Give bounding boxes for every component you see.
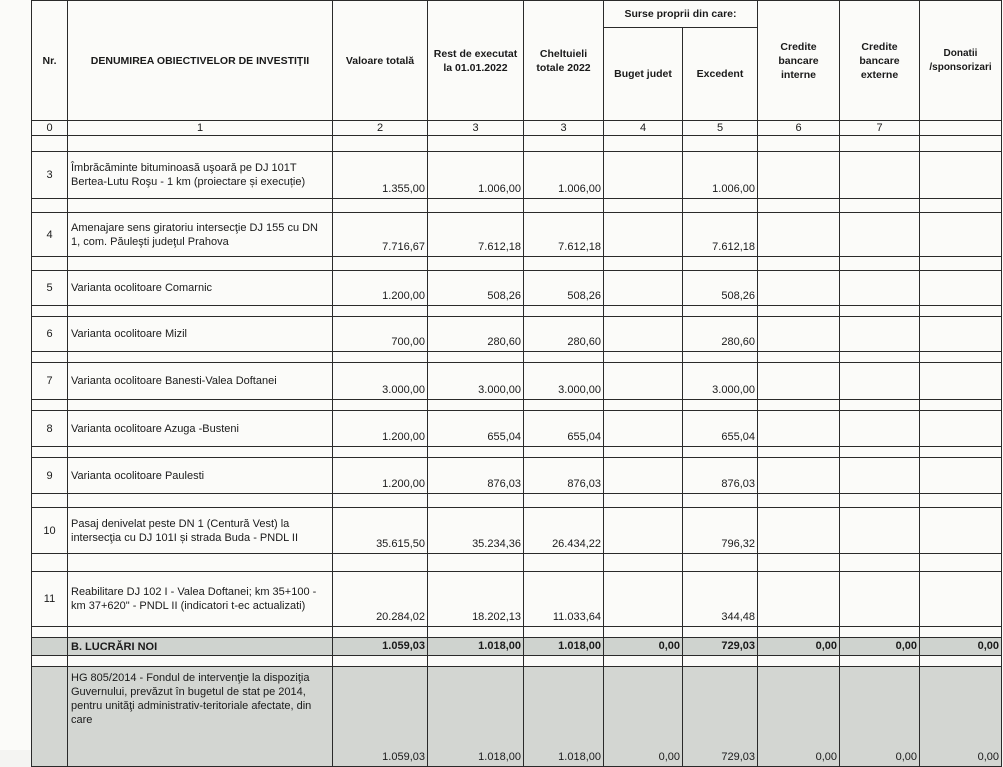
col-index: 7	[840, 121, 920, 136]
row-cheltuieli: 508,26	[524, 271, 604, 306]
row-credite-externe	[840, 572, 920, 627]
row-nr: 4	[32, 213, 68, 257]
table-row	[32, 363, 1002, 400]
section-b-credite-externe: 0,00	[840, 638, 920, 656]
col-index: 3	[524, 121, 604, 136]
row-excedent: 508,26	[683, 271, 758, 306]
row-valoare: 20.284,02	[333, 572, 428, 627]
table-row	[32, 411, 1002, 447]
row-rest: 280,60	[428, 317, 524, 352]
col-index: 3	[428, 121, 524, 136]
row-buget	[604, 411, 683, 447]
hg-cheltuieli: 1.018,00	[524, 667, 604, 767]
section-b-name: B. LUCRĂRI NOI	[68, 638, 333, 656]
hg-excedent: 729,03	[683, 667, 758, 767]
section-b-credite-interne: 0,00	[758, 638, 840, 656]
header-cheltuieli-totale: Cheltuieli totale 2022	[524, 1, 604, 121]
row-name: Varianta ocolitoare Banesti-Valea Doftanei	[68, 363, 333, 400]
row-credite-interne	[758, 572, 840, 627]
row-donatii	[920, 458, 1002, 494]
row-buget	[604, 213, 683, 257]
hg-rest: 1.018,00	[428, 667, 524, 767]
row-nr: 3	[32, 152, 68, 199]
row-valoare: 3.000,00	[333, 363, 428, 400]
row-cheltuieli: 3.000,00	[524, 363, 604, 400]
row-credite-interne	[758, 411, 840, 447]
section-b-valoare: 1.059,03	[333, 638, 428, 656]
row-credite-interne	[758, 271, 840, 306]
row-valoare: 700,00	[333, 317, 428, 352]
header-credite-interne: Credite bancare interne	[758, 1, 840, 121]
hg-name: HG 805/2014 - Fondul de intervenţie la dispoziţia Guvernului, prevăzut în bugetul de stat pe 2014, pentru unităţi administrativ-teritoriale afectate, din care	[68, 667, 333, 767]
table-row	[32, 213, 1002, 257]
table-row	[32, 271, 1002, 306]
header-credite-externe: Credite bancare externe	[840, 1, 920, 121]
row-buget	[604, 363, 683, 400]
row-cheltuieli: 655,04	[524, 411, 604, 447]
row-credite-interne	[758, 458, 840, 494]
row-credite-externe	[840, 508, 920, 554]
row-nr: 8	[32, 411, 68, 447]
row-name: Varianta ocolitoare Paulesti	[68, 458, 333, 494]
hg-credite-interne: 0,00	[758, 667, 840, 767]
row-excedent: 655,04	[683, 411, 758, 447]
row-buget	[604, 317, 683, 352]
header-denumire: DENUMIREA OBIECTIVELOR DE INVESTIŢII	[68, 1, 333, 121]
header-rest-executat: Rest de executat la 01.01.2022	[428, 1, 524, 121]
col-index: 2	[333, 121, 428, 136]
row-rest: 655,04	[428, 411, 524, 447]
row-rest: 35.234,36	[428, 508, 524, 554]
row-rest: 1.006,00	[428, 152, 524, 199]
row-buget	[604, 458, 683, 494]
section-b-row	[32, 638, 1002, 656]
row-valoare: 1.355,00	[333, 152, 428, 199]
row-credite-interne	[758, 213, 840, 257]
table-row	[32, 572, 1002, 627]
col-index: 6	[758, 121, 840, 136]
row-cheltuieli: 280,60	[524, 317, 604, 352]
column-index-row	[32, 121, 1002, 136]
row-donatii	[920, 411, 1002, 447]
row-rest: 7.612,18	[428, 213, 524, 257]
hg-valoare: 1.059,03	[333, 667, 428, 767]
row-nr: 5	[32, 271, 68, 306]
row-cheltuieli: 876,03	[524, 458, 604, 494]
header-valoare-totala: Valoare totală	[333, 1, 428, 121]
table-row	[32, 317, 1002, 352]
section-b-cheltuieli: 1.018,00	[524, 638, 604, 656]
row-nr: 6	[32, 317, 68, 352]
row-buget	[604, 271, 683, 306]
row-name: Amenajare sens giratoriu intersecţie DJ 155 cu DN 1, com. Păuleşti judeţul Prahova	[68, 213, 333, 257]
hg-credite-externe: 0,00	[840, 667, 920, 767]
section-b-donatii: 0,00	[920, 638, 1002, 656]
row-buget	[604, 572, 683, 627]
row-excedent: 1.006,00	[683, 152, 758, 199]
row-credite-externe	[840, 152, 920, 199]
table-row	[32, 508, 1002, 554]
hg-row	[32, 667, 1002, 767]
investment-table	[31, 0, 1002, 767]
header-buget-judet: Buget judet	[604, 28, 683, 121]
col-index: 5	[683, 121, 758, 136]
row-donatii	[920, 317, 1002, 352]
row-name: Îmbrăcăminte bituminoasă uşoară pe DJ 101T Bertea-Lutu Roşu - 1 km (proiectare și execuție)	[68, 152, 333, 199]
row-nr: 11	[32, 572, 68, 627]
row-excedent: 7.612,18	[683, 213, 758, 257]
row-credite-externe	[840, 317, 920, 352]
row-valoare: 35.615,50	[333, 508, 428, 554]
row-name: Varianta ocolitoare Mizil	[68, 317, 333, 352]
col-index: 4	[604, 121, 683, 136]
row-nr: 7	[32, 363, 68, 400]
row-cheltuieli: 1.006,00	[524, 152, 604, 199]
row-valoare: 1.200,00	[333, 271, 428, 306]
row-credite-interne	[758, 317, 840, 352]
row-cheltuieli: 26.434,22	[524, 508, 604, 554]
row-valoare: 1.200,00	[333, 458, 428, 494]
row-credite-externe	[840, 213, 920, 257]
row-excedent: 344,48	[683, 572, 758, 627]
table-row	[32, 152, 1002, 199]
hg-donatii: 0,00	[920, 667, 1002, 767]
row-credite-externe	[840, 458, 920, 494]
col-index: 0	[32, 121, 68, 136]
row-credite-interne	[758, 508, 840, 554]
row-nr: 9	[32, 458, 68, 494]
header-excedent: Excedent	[683, 28, 758, 121]
row-buget	[604, 152, 683, 199]
section-b-rest: 1.018,00	[428, 638, 524, 656]
row-excedent: 3.000,00	[683, 363, 758, 400]
header-nr: Nr.	[32, 1, 68, 121]
row-donatii	[920, 363, 1002, 400]
row-rest: 508,26	[428, 271, 524, 306]
row-excedent: 876,03	[683, 458, 758, 494]
row-credite-interne	[758, 363, 840, 400]
row-name: Reabilitare DJ 102 I - Valea Doftanei; km 35+100 - km 37+620" - PNDL II (indicatori t-ec actualizati)	[68, 572, 333, 627]
row-name: Varianta ocolitoare Comarnic	[68, 271, 333, 306]
row-name: Varianta ocolitoare Azuga -Busteni	[68, 411, 333, 447]
row-credite-externe	[840, 411, 920, 447]
row-nr: 10	[32, 508, 68, 554]
row-donatii	[920, 508, 1002, 554]
row-donatii	[920, 271, 1002, 306]
section-b-buget: 0,00	[604, 638, 683, 656]
row-name: Pasaj denivelat peste DN 1 (Centură Vest) la intersecţia cu DJ 101I și strada Buda - PNDL II	[68, 508, 333, 554]
row-cheltuieli: 11.033,64	[524, 572, 604, 627]
row-donatii	[920, 213, 1002, 257]
row-excedent: 280,60	[683, 317, 758, 352]
row-excedent: 796,32	[683, 508, 758, 554]
row-rest: 3.000,00	[428, 363, 524, 400]
row-buget	[604, 508, 683, 554]
section-b-excedent: 729,03	[683, 638, 758, 656]
col-index: 1	[68, 121, 333, 136]
hg-buget: 0,00	[604, 667, 683, 767]
row-donatii	[920, 572, 1002, 627]
row-donatii	[920, 152, 1002, 199]
row-rest: 876,03	[428, 458, 524, 494]
row-credite-externe	[840, 271, 920, 306]
row-credite-interne	[758, 152, 840, 199]
row-valoare: 1.200,00	[333, 411, 428, 447]
col-index	[920, 121, 1002, 136]
row-rest: 18.202,13	[428, 572, 524, 627]
table-row	[32, 458, 1002, 494]
row-valoare: 7.716,67	[333, 213, 428, 257]
row-credite-externe	[840, 363, 920, 400]
header-surse-proprii: Surse proprii din care:	[604, 1, 758, 28]
row-cheltuieli: 7.612,18	[524, 213, 604, 257]
header-donatii: Donatii /sponsorizari	[920, 1, 1002, 121]
